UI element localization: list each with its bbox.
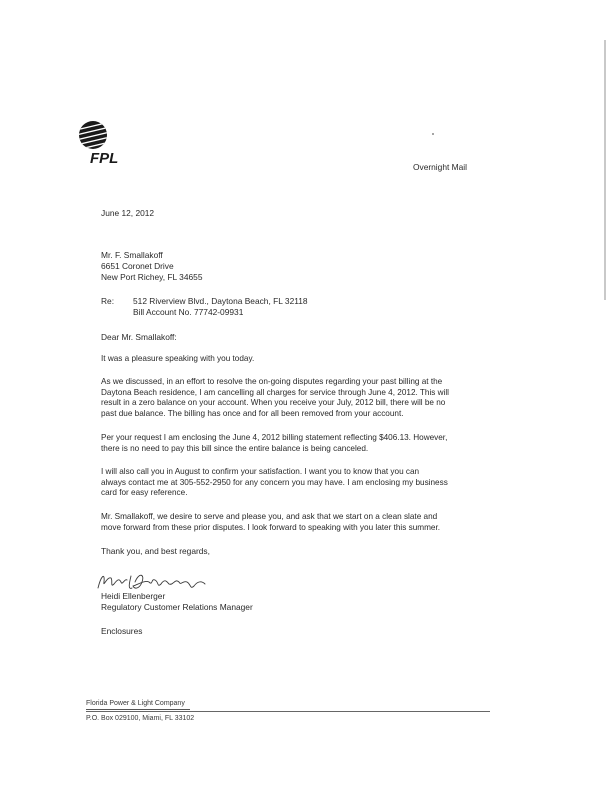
footer-address: P.O. Box 029100, Miami, FL 33102 (86, 715, 195, 722)
paragraph-5 (101, 512, 501, 533)
paragraph-4 (101, 467, 501, 499)
paragraph-line: move forward from these prior disputes. I look forward to speaking with you later this summer. (101, 522, 441, 532)
footer-rule-long (86, 711, 490, 712)
signer-name: Heidi Ellenberger (101, 591, 166, 601)
paragraph-line: Daytona Beach residence, I am cancelling all charges for service through June 4, 2012. This will (101, 387, 450, 397)
paragraph-line: It was a pleasure speaking with you today. (101, 354, 255, 363)
recipient-city: New Port Richey, FL 34655 (101, 272, 203, 282)
letter-date: June 12, 2012 (101, 208, 155, 218)
footer-rule-short (86, 709, 190, 710)
paragraph-3 (101, 433, 501, 454)
paragraph-line: card for easy reference. (101, 488, 188, 498)
paragraph-line: As we discussed, in an effort to resolve the on-going disputes regarding your past billing at the (101, 377, 443, 386)
paragraph-line: Per your request I am enclosing the June 4, 2012 billing statement reflecting $406.13. However, (101, 433, 448, 442)
re-label: Re: (101, 296, 115, 306)
fpl-logo (72, 117, 138, 169)
paragraph-1 (101, 354, 501, 365)
signer-title: Regulatory Customer Relations Manager (101, 602, 253, 612)
salutation: Dear Mr. Smallakoff: (101, 332, 177, 342)
footer-company: Florida Power & Light Company (86, 700, 185, 707)
paragraph-line: Mr. Smallakoff, we desire to serve and please you, and ask that we start on a clean slate and (101, 512, 438, 521)
paragraph-line: I will also call you in August to confirm your satisfaction. I want you to know that you can (101, 467, 420, 476)
recipient-street: 6651 Coronet Drive (101, 261, 174, 271)
paragraph-2 (101, 377, 501, 419)
delivery-method: Overnight Mail (413, 162, 467, 172)
paragraph-line: always contact me at 305-552-2950 for any concern you may have. I am enclosing my business (101, 477, 448, 487)
enclosures: Enclosures (101, 626, 143, 636)
paragraph-line: result in a zero balance on your account. When you receive your July, 2012 bill, there will be no (101, 398, 446, 408)
scan-speck (432, 133, 434, 135)
logo-text: FPL (90, 150, 119, 167)
scan-edge-shadow (604, 40, 606, 300)
paragraph-line: there is no need to pay this bill since the entire balance is being canceled. (101, 443, 369, 453)
re-account: Bill Account No. 77742-09931 (133, 307, 244, 317)
closing: Thank you, and best regards, (101, 546, 210, 556)
re-address: 512 Riverview Blvd., Daytona Beach, FL 32118 (133, 296, 308, 306)
recipient-name: Mr. F. Smallakoff (101, 250, 163, 260)
paragraph-line: past due balance. The billing has once and for all been removed from your account. (101, 408, 404, 418)
